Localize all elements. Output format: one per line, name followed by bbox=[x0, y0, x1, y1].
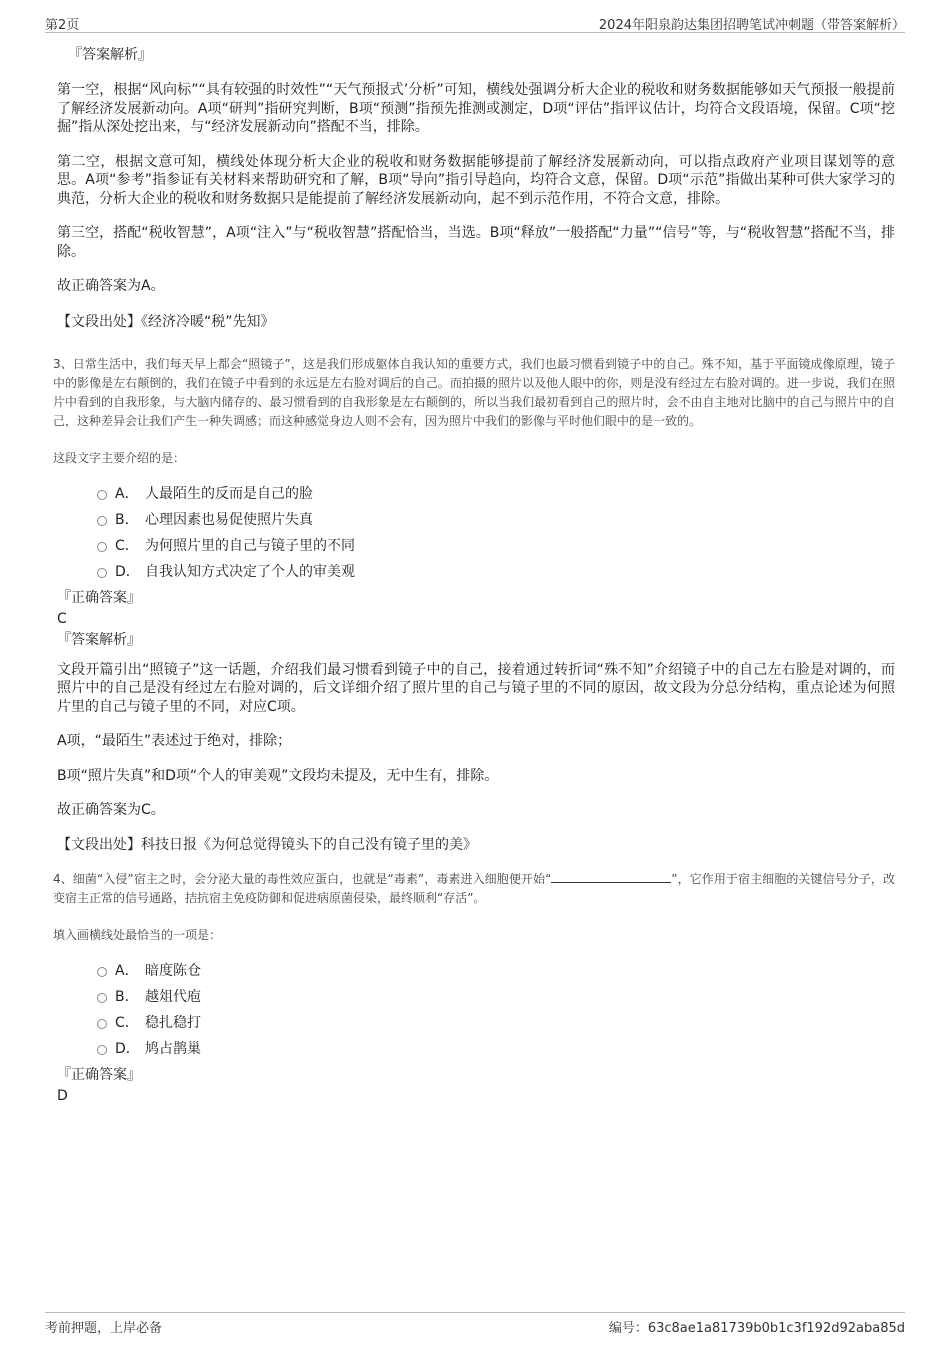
question-4-options bbox=[57, 958, 895, 1062]
analysis-heading: 『答案解析』 bbox=[68, 47, 152, 63]
correct-answer-heading: 『正确答案』 bbox=[57, 589, 141, 606]
analysis-paragraph-2: A项，“最陌生”表述过于绝对，排除； bbox=[57, 733, 292, 749]
radio-button[interactable] bbox=[97, 568, 107, 578]
option-a[interactable]: A． 人最陌生的反而是自己的脸 bbox=[57, 481, 895, 507]
analysis-paragraph-3: 第三空，搭配“税收智慧”，A项“注入”与“税收智慧”搭配恰当，当选。B项“释放”一般搭配“力量”“信号”等，与“税收智慧”搭配不当，排除。 bbox=[57, 225, 895, 260]
option-b[interactable]: B． 越俎代庖 bbox=[57, 984, 895, 1010]
correct-answer-heading: 『正确答案』 bbox=[57, 1066, 141, 1083]
radio-button[interactable] bbox=[97, 1019, 107, 1029]
analysis-conclusion: 故正确答案为C。 bbox=[57, 802, 165, 818]
option-c[interactable]: C． 为何照片里的自己与镜子里的不同 bbox=[57, 533, 895, 559]
analysis-paragraph-1: 文段开篇引出“照镜子”这一话题，介绍我们最习惯看到镜子中的自己，接着通过转折词“殊不知”介绍镜子中的自己左右脸是对调的，而照片中的自己是没有经过左右脸对调的，后文详细介绍了照片里的自己与镜子里的不同的原因，故文段为分总分结构，重点论述为何照片里的自己与镜子里的不同，对应C项。 bbox=[57, 661, 895, 715]
passage-source: 【文段出处】《经济冷暖“税”先知》 bbox=[57, 313, 275, 330]
page-header bbox=[45, 12, 905, 33]
question-3-prompt: 这段文字主要介绍的是： bbox=[53, 450, 186, 465]
radio-button[interactable] bbox=[97, 993, 107, 1003]
page-footer bbox=[45, 1312, 905, 1336]
question-4-text: 4、细菌“入侵”宿主之时，会分泌大量的毒性效应蛋白，也就是“毒素”，毒素进入细胞便开始“ ”，它作用于宿主细胞的关键信号分子，改变宿主正常的信号通路，拮抗宿主免疫防御和促进病原菌侵染，最终顺利“存活”。 bbox=[53, 871, 895, 905]
passage-source: 【文段出处】科技日报《为何总觉得镜头下的自己没有镜子里的美》 bbox=[57, 836, 477, 853]
radio-button[interactable] bbox=[97, 542, 107, 552]
radio-button[interactable] bbox=[97, 967, 107, 977]
option-d[interactable]: D． 自我认知方式决定了个人的审美观 bbox=[57, 559, 895, 585]
correct-answer: D bbox=[57, 1087, 68, 1104]
option-a[interactable]: A． 暗度陈仓 bbox=[57, 958, 895, 984]
footer-slogan: 考前押题，上岸必备 bbox=[45, 1321, 163, 1336]
answer-blank bbox=[551, 870, 671, 883]
analysis-paragraph-3: B项“照片失真”和D项“个人的审美观”文段均未提及，无中生有，排除。 bbox=[57, 767, 499, 784]
page-content bbox=[53, 46, 895, 1105]
question-3-options bbox=[57, 481, 895, 585]
option-b[interactable]: B． 心理因素也易促使照片失真 bbox=[57, 507, 895, 533]
page-number: 第2页 bbox=[45, 18, 80, 33]
radio-button[interactable] bbox=[97, 490, 107, 500]
question-3-text: 3、日常生活中，我们每天早上都会“照镜子”，这是我们形成躯体自我认知的重要方式，我们也最习惯看到镜子中的自己。殊不知，基于平面镜成像原理，镜子中的影像是左右颠倒的，我们在镜子中看到的永远是左右脸对调后的自己。而拍摄的照片以及他人眼中的你，则是没有经过左右脸对调的。进一步说，我们在照片中看到的自我形象，与大脑内储存的、最习惯看到的自我形象是左右颠倒的，所以当我们最初看到自己的照片时，会不由自主地对比脑中的自己与照片中的自己，这种差异会让我们产生一种失调感；而这种感觉身边人则不会有，因为照片中我们的影像与平时他们眼中的是一致的。 bbox=[53, 356, 895, 428]
option-c[interactable]: C． 稳扎稳打 bbox=[57, 1010, 895, 1036]
document-title: 2024年阳泉韵达集团招聘笔试冲刺题（带答案解析） bbox=[598, 18, 905, 33]
analysis-conclusion: 故正确答案为A。 bbox=[57, 278, 165, 294]
analysis-paragraph-1: 第一空，根据“风向标”“具有较强的时效性”“天气预报式’分析”可知，横线处强调分析大企业的税收和财务数据能够如天气预报一般提前了解经济发展新动向。A项“研判”指研究判断，B项“预测”指预先推测或测定，D项“评估”指评议估计，均符合文段语境，保留。C项“挖掘”指从深处挖出来，与“经济发展新动向”搭配不当，排除。 bbox=[57, 82, 895, 135]
question-4-prompt: 填入画横线处最恰当的一项是： bbox=[53, 927, 222, 942]
radio-button[interactable] bbox=[97, 516, 107, 526]
analysis-paragraph-2: 第二空，根据文意可知，横线处体现分析大企业的税收和财务数据能够提前了解经济发展新动向，可以指点政府产业项目谋划等的意思。A项“参考”指参证有关材料来帮助研究和了解，B项“导向”指引导趋向，均符合文意，保留。D项“示范”指做出某种可供大家学习的典范，分析大企业的税收和财务数据只是能提前了解经济发展新动向，起不到示范作用，不符合文意，排除。 bbox=[57, 153, 895, 207]
document-id: 编号：63c8ae1a81739b0b1c3f192d92aba85d bbox=[608, 1321, 905, 1336]
analysis-heading: 『答案解析』 bbox=[57, 631, 141, 648]
correct-answer: C bbox=[57, 610, 67, 627]
option-d[interactable]: D． 鸠占鹊巢 bbox=[57, 1036, 895, 1062]
radio-button[interactable] bbox=[97, 1045, 107, 1055]
